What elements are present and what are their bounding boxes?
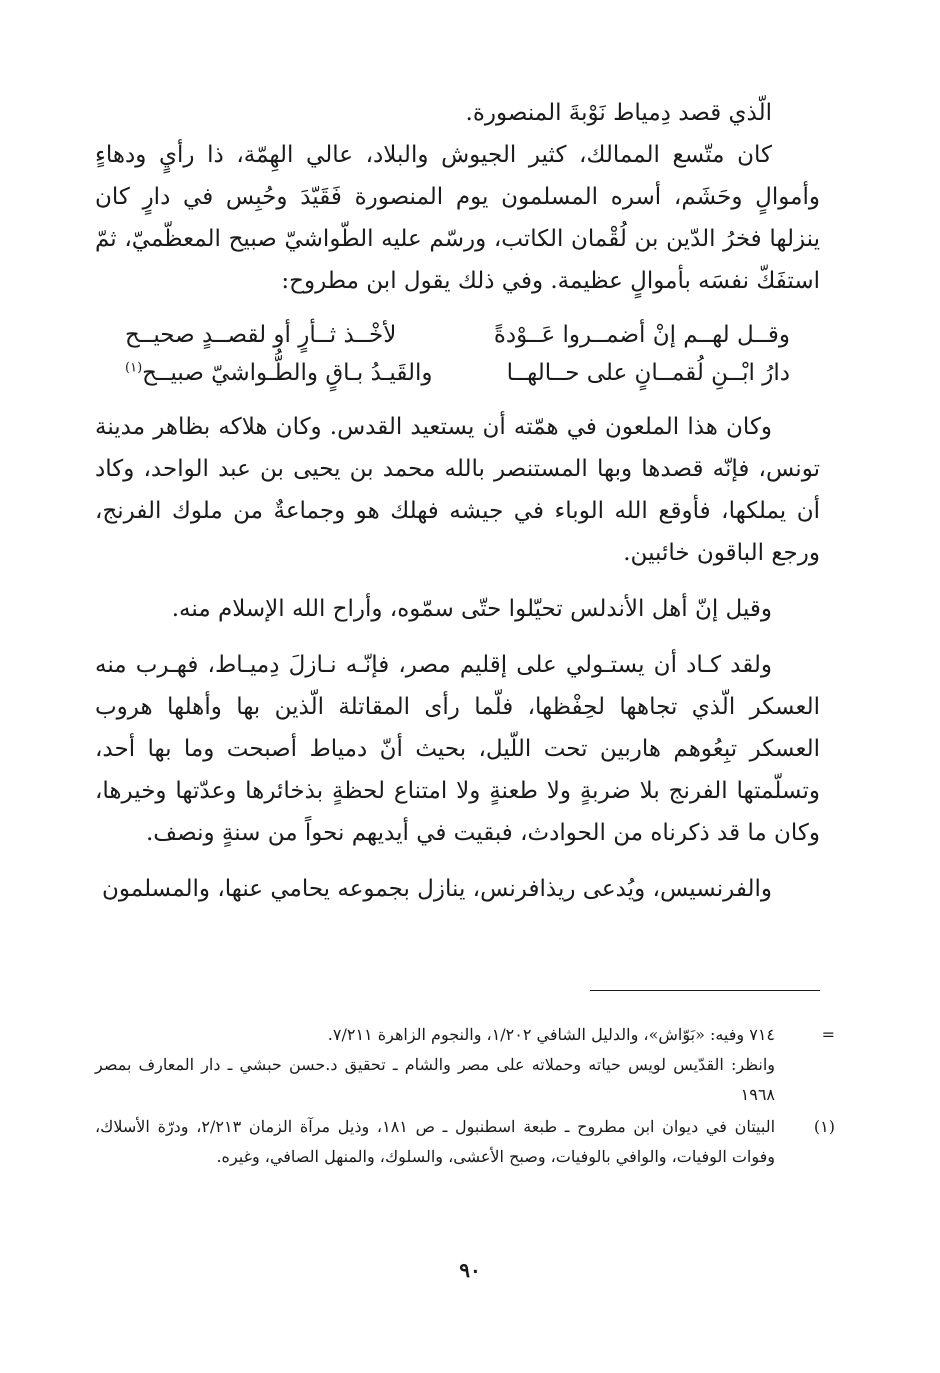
- footnote-separator: [590, 990, 820, 991]
- footnote-line: ٧١٤ وفيه: «بَوّاش»، والدليل الشافي ١/٢٠٢، والنجوم الزاهرة ٧/٢١١.: [327, 1025, 775, 1044]
- poem: [95, 316, 820, 392]
- footnotes: [95, 1020, 840, 1174]
- footnote-body: [95, 1112, 775, 1172]
- footnote-line: وانظر: القدّيس لويس حياته وحملاته على مصر والشام ـ تحقيق د.حسن حبشي ـ دار المعارف بمصر ١٩٦٨: [95, 1055, 775, 1104]
- paragraph-2: كان متّسع الممالك، كثير الجيوش والبلاد، عالي الهِمّة، ذا رأيٍ ودهاءٍ وأموالٍ وحَشَم، أسره المسلمون يوم المنصورة فَقَيّدَ وحُبِس في دارٍ كان ينزلها فخرُ الدّين بن لُقْمان الكاتب، ورسّم عليه الطّواشيّ صبيح المعظّميّ، ثمّ استفَكّ نفسَه بأموالٍ عظيمة. وفي ذلك يقول ابن مطروح:: [95, 142, 820, 294]
- page-number: ٩٠: [459, 1258, 481, 1282]
- paragraph-1: الّذي قصد دِمياط نَوْبةَ المنصورة.: [465, 100, 772, 126]
- footnote-body: [95, 1020, 775, 1110]
- poem-verse-1: [95, 316, 820, 354]
- footnote-line: البيتان في ديوان ابن مطروح ـ طبعة اسطنبول ـ ص ١٨١، وذيل مرآة الزمان ٢/٢١٣، ودرّة الأسلاك، وفوات الوفيات، والوافي بالوفيات، وصبح الأعشى، والسلوك، والمنهل الصافي، وغيره.: [95, 1117, 776, 1166]
- footnote-1: [95, 1112, 840, 1172]
- verse-2-second-hemistich-wrap: [125, 354, 433, 392]
- verse-2-second-hemistich: والقَيـدُ بـاقٍ والطُّـواشيّ صبيــح: [142, 360, 433, 386]
- footnote-marker: =: [821, 1025, 835, 1044]
- footnote-continued: [95, 1020, 840, 1110]
- main-text-block: [95, 92, 820, 910]
- poem-verse-2: [95, 354, 820, 392]
- footnote-reference[interactable]: (١): [125, 360, 143, 376]
- verse-2-first-hemistich: دارُ ابْــنِ لُقمــانٍ على حــالهــا: [506, 360, 790, 386]
- paragraph-3: وكان هذا الملعون في همّته أن يستعيد القدس. وكان هلاكه بظاهر مدينة تونس، فإنّه قصدها وبها المستنصر بالله محمد بن يحيى بن عبد الواحد، وكاد أن يملكها، فأوقع الله الوباء في جيشه فهلك هو وجماعةٌ من ملوك الفرنج، ورجع الباقون خائبين.: [95, 414, 820, 566]
- paragraph-5: ولقد كـاد أن يستـولي على إقليم مصر، فإنّـه نـازلَ دِميـاط، فهـرب منه العسكر الّذي تجاهها لحِفْظها، فلّما رأى المقاتلة الّذين بها وأهلها هروب العسكر تبِعُوهم هاربين تحت اللّيل، بحيث أنّ دمياط أصبحت وما بها أحد، وتسلّمتها الفرنج بلا ضربةٍ ولا طعنةٍ ولا امتناع لحظةٍ بذخائرها وعدّتها وخيرها، وكان ما قد ذكرناه من الحوادث، فبقيت في أيديهم نحواً من سنةٍ ونصف.: [95, 652, 820, 846]
- paragraph-6: والفرنسيس، ويُدعى ريذافرنس، ينازل بجموعه يحامي عنها، والمسلمون: [102, 876, 772, 902]
- verse-1-second-hemistich: لأخْــذ ثــأرٍ أو لقصــدٍ صحيــح: [125, 322, 397, 348]
- paragraph-4: وقيل إنّ أهل الأندلس تحيّلوا حتّى سمّوه، وأراح الله الإسلام منه.: [171, 596, 772, 622]
- verse-1-first-hemistich: وقــل لهــم إنْ أضمــروا عَــوْدةً: [493, 322, 790, 348]
- footnote-marker: (١): [813, 1117, 835, 1136]
